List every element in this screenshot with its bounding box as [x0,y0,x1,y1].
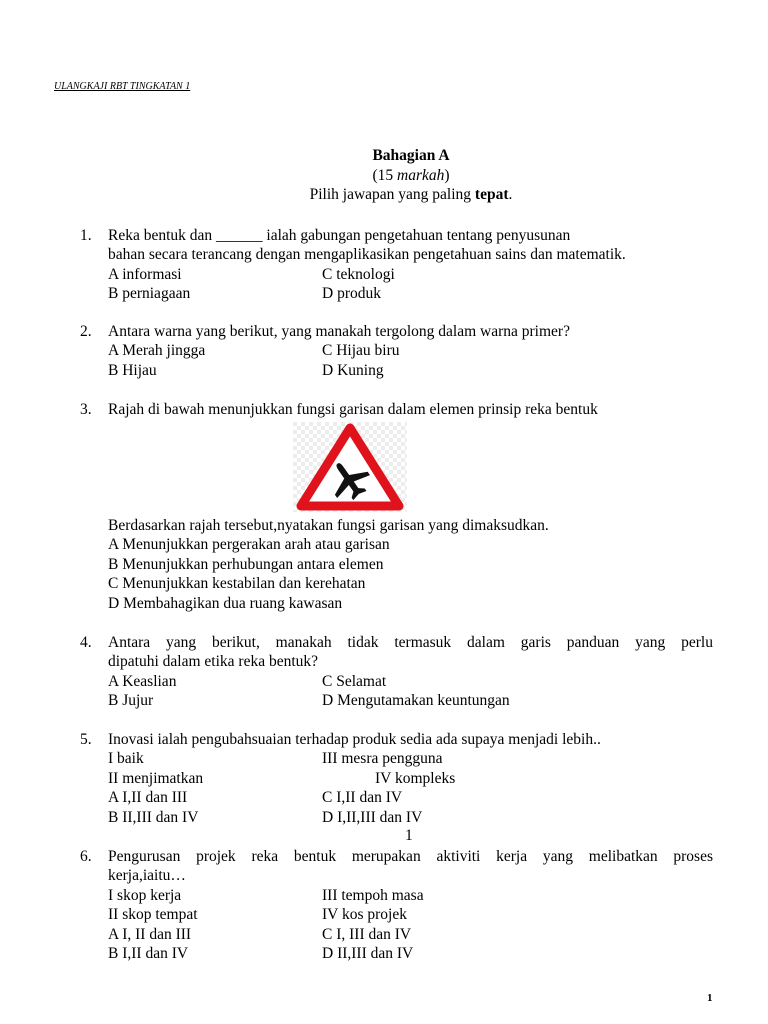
question-number: 2. [80,323,92,340]
question-number: 1. [80,227,92,244]
statement-iii: III tempoh masa [322,886,424,904]
question-text: Rajah di bawah menunjukkan fungsi garisan dalam elemen prinsip reka bentuk [108,401,598,418]
option-a: A Merah jingga [108,342,206,360]
question-text: Berdasarkan rajah tersebut,nyatakan fungsi garisan yang dimaksudkan. [108,517,549,534]
option-row [108,905,713,924]
question-text: Pengurusan projek reka bentuk merupakan aktiviti kerja yang melibatkan proses [108,848,713,865]
option-b: B Hijau [108,361,157,379]
question-3-continued [80,516,713,613]
option-a: A informasi [108,265,182,283]
option-b: B I,II dan IV [108,944,189,962]
option-d: D produk [322,285,381,303]
section-marks: (15 markah) [372,167,450,184]
question-1 [80,226,713,304]
question-text: Antara yang berikut, manakah tidak termasuk dalam garis panduan yang perlu [108,634,713,651]
option-row [108,691,713,710]
option-a: A Keaslian [108,672,177,690]
statement-ii: II menjimatkan [108,769,204,787]
question-number: 4. [80,634,92,651]
question-number: 3. [80,401,92,418]
option-row [108,284,713,303]
airplane-warning-sign-icon [293,422,407,512]
question-text: dipatuhi dalam etika reka bentuk? [108,653,319,671]
document-header: ULANGKAJI RBT TINGKATAN 1 [54,81,191,92]
statement-i: I skop kerja [108,886,182,904]
option-row [108,788,713,807]
statement-i: I baik [108,750,144,768]
section-title: Bahagian A [372,147,450,164]
option-row [108,925,713,944]
option-c: C teknologi [322,265,395,283]
question-text: Reka bentuk dan ______ ialah gabungan pengetahuan tentang penyusunan [108,227,571,244]
question-6 [80,847,713,963]
option-d: D I,II,III dan IV [322,808,423,826]
statement-ii: II skop tempat [108,906,198,924]
option-c: C I,II dan IV [322,789,403,807]
option-c: C I, III dan IV [322,925,412,943]
question-number: 5. [80,731,92,748]
option-a: A I,II dan III [108,789,188,807]
option-b: B II,III dan IV [108,808,199,826]
statement-iv: IV kompleks [375,769,456,787]
statement-iii: III mesra pengguna [322,750,443,768]
option-row [108,749,713,768]
option-row [108,265,713,284]
question-2 [80,322,713,380]
question-text: kerja,iaitu… [108,867,186,885]
page-number-inline: 1 [405,827,413,844]
page-number-footer: 1 [707,992,713,1004]
statement-iv: IV kos projek [322,906,407,924]
option-c: C Hijau biru [322,342,400,360]
option-row [108,944,713,963]
question-3 [80,400,713,419]
question-5 [80,730,713,827]
option-row [108,808,713,827]
question-number: 6. [80,848,92,865]
option-row [108,341,713,360]
option-b: B perniagaan [108,285,191,303]
option-a: A I, II dan III [108,925,192,943]
question-text: bahan secara terancang dengan mengaplikasikan pengetahuan sains dan matematik. [108,246,626,264]
option-d: D Mengutamakan keuntungan [322,692,510,710]
question-4 [80,633,713,711]
option-c: C Menunjukkan kestabilan dan kerehatan [108,575,366,593]
question-text: Antara warna yang berikut, yang manakah tergolong dalam warna primer? [108,323,570,340]
option-row [108,769,713,788]
option-b: B Menunjukkan perhubungan antara elemen [108,555,384,573]
option-b: B Jujur [108,692,154,710]
option-d: D II,III dan IV [322,944,414,962]
option-d: D Membahagikan dua ruang kawasan [108,594,343,612]
section-instruction: Pilih jawapan yang paling tepat. [309,186,513,203]
option-a: A Menunjukkan pergerakan arah atau garisan [108,536,390,554]
option-row [108,361,713,380]
option-c: C Selamat [322,672,387,690]
question-text: Inovasi ialah pengubahsuaian terhadap produk sedia ada supaya menjadi lebih.. [108,731,601,748]
option-row [108,672,713,691]
option-d: D Kuning [322,361,384,379]
option-row [108,886,713,905]
